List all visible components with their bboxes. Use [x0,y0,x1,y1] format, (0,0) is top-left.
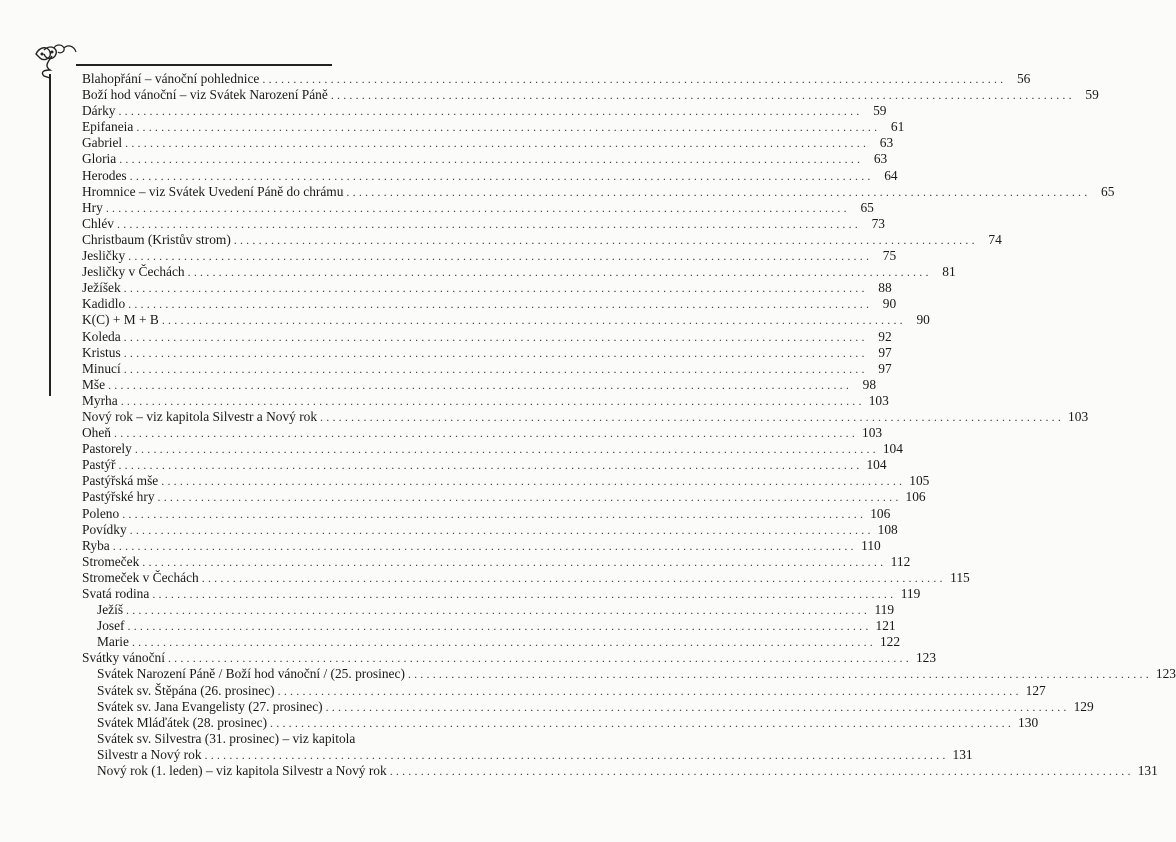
entry-page-number: 115 [950,569,970,585]
dot-leader: ........................................................................................................................ [330,88,1075,103]
entry-page-number: 127 [1025,682,1046,698]
entry-label: Gabriel [82,135,123,151]
entry-page-number: 131 [1137,763,1158,779]
index-entry [82,360,892,377]
dot-leader: ........................................................................................................................ [114,426,859,441]
entry-page-number: 104 [882,441,903,457]
entry-label: Pastýř [82,457,116,473]
index-entry [82,119,905,135]
entry-page-number: 63 [873,151,888,167]
entry-page-number: 105 [909,473,930,489]
index-entry [82,215,885,232]
entry-label: Ježíš [97,602,124,618]
index-entry [82,618,896,634]
entry-page-number: 121 [875,618,896,634]
index-entry [82,264,956,280]
index-entry [82,521,898,538]
index-entry [82,473,930,489]
entry-label: Hromnice – viz Svátek Uvedení Páně do chrámu [82,183,344,199]
entry-label: Oheň [82,425,112,441]
entry-page-number: 103 [862,425,883,441]
dot-leader: ........................................................................................................................ [233,232,978,247]
entry-page-number: 123 [1155,666,1176,682]
entry-page-number: 119 [874,602,895,618]
entry-label: Josef [97,618,125,634]
entry-label: Kadidlo [82,296,126,312]
dot-leader: ........................................................................................................................ [136,120,881,135]
index-entry [82,553,911,570]
entry-label: Ryba [82,537,110,553]
dot-leader: ........................................................................................................................ [201,570,946,585]
index-entry [82,457,887,473]
entry-label: Stromeček [82,553,140,569]
entry-label: Poleno [82,505,120,521]
entry-page-number: 63 [879,135,894,151]
entry-page-number: 97 [878,344,892,360]
entry-page-number: 119 [900,586,921,601]
entry-page-number: 75 [882,248,897,264]
entry-page-number: 103 [868,392,889,408]
index-entry [82,151,888,167]
dot-leader: ........................................................................................................................ [134,442,879,457]
entry-label: Herodes [82,167,127,183]
dot-leader: ........................................................................................................................ [129,522,874,537]
entry-label: Kristus [82,344,121,360]
entry-page-number: 98 [862,376,877,392]
dot-leader: ........................................................................................................................ [122,506,867,521]
entry-page-number: 112 [890,553,911,569]
entry-label: Stromeček v Čechách [82,569,199,585]
entry-label: Myrha [82,392,118,408]
index-entry [82,296,897,312]
index-entry [82,280,892,296]
entry-page-number: 122 [879,634,901,650]
entry-page-number: 110 [861,537,881,553]
entry-label: Svátky vánoční [82,650,165,666]
index-entry [82,167,898,184]
entry-page-number: 74 [988,231,1002,247]
index-entry [82,505,891,522]
dot-leader: ........................................................................................................................ [117,216,861,231]
index-entry [82,441,903,457]
dot-leader: ........................................................................................................................ [123,281,868,296]
index-entry [82,344,892,361]
entry-page-number: 65 [860,199,874,215]
entry-label: Gloria [82,151,117,167]
entry-label: Mše [82,376,106,392]
index-entry [82,199,874,216]
entry-page-number: 131 [952,746,973,762]
index-entry [82,537,881,554]
index-entry [82,408,1089,425]
index-entry [82,87,1099,103]
entry-label: Svátek Mláďátek (28. prosinec) [97,714,268,730]
entry-label: K(C) + M + B [82,312,159,328]
entry-page-number: 92 [878,328,892,344]
entry-label: Christbaum (Kristův strom) [82,231,231,247]
index-entry [82,586,921,602]
index-entry [82,682,1046,699]
entry-label: Epifaneia [82,119,134,135]
index-entry [82,489,926,505]
bells-ornament-icon [30,42,80,87]
dot-leader: ........................................................................................................................ [125,136,870,151]
dot-leader: ........................................................................................................................ [142,554,887,569]
index-entry [82,714,1039,731]
index-entry [82,231,1002,248]
dot-leader: ........................................................................................................................ [187,265,932,280]
dot-leader: ........................................................................................................................ [167,651,912,666]
index-entry [82,569,970,586]
dot-leader: ........................................................................................................................ [131,635,876,650]
index-entry [82,746,973,763]
entry-page-number: 90 [916,312,930,328]
entry-page-number: 59 [873,103,887,119]
index-entry [82,392,889,409]
dot-leader: ........................................................................................................................ [112,538,857,553]
entry-page-number: 97 [878,360,892,376]
entry-label: Boží hod vánoční – viz Svátek Narození Páně [82,87,328,103]
index-entry [82,731,522,747]
index-entry [82,602,895,618]
top-rule [76,64,332,66]
dot-leader: ........................................................................................................................ [108,377,853,392]
index-entry [82,650,937,666]
index-entry [82,103,887,119]
entry-page-number: 64 [884,167,898,183]
dot-leader: ........................................................................................................................ [389,764,1134,779]
index-entry [82,248,897,264]
entry-label: Silvestr a Nový rok [97,746,202,762]
entry-page-number: 108 [877,521,898,537]
dot-leader: ........................................................................................................................ [123,329,868,344]
entry-page-number: 123 [915,650,937,666]
entry-label: Pastýřská mše [82,473,159,489]
entry-label: Nový rok – viz kapitola Silvestr a Nový rok [82,408,318,424]
dot-leader: ........................................................................................................................ [118,458,863,473]
entry-label: Svatá rodina [82,586,150,601]
entry-page-number: 56 [1016,71,1031,86]
dot-leader: ........................................................................................................................ [118,104,863,119]
dot-leader: ........................................................................................................................ [346,184,1091,199]
entry-page-number: 103 [1068,408,1089,424]
entry-label: Chlév [82,215,114,231]
index-entry [82,312,930,328]
index-entry [82,763,1158,779]
index-list [82,71,1176,779]
entry-page-number: 90 [882,296,897,312]
dot-leader: ........................................................................................................................ [128,249,873,264]
entry-page-number: 104 [866,457,887,473]
entry-label: Nový rok (1. leden) – viz kapitola Silvestr a Nový rok [97,763,387,779]
entry-label: Marie [97,634,129,650]
entry-page-number: 61 [890,119,905,135]
dot-leader: ........................................................................................................................ [105,200,850,215]
entry-page-number: 65 [1101,183,1115,199]
dot-leader: ........................................................................................................................ [119,152,864,167]
dot-leader: ........................................................................................................................ [325,699,1070,714]
entry-label: Jesličky [82,248,126,264]
entry-label: Pastorely [82,441,132,457]
dot-leader: ........................................................................................................................ [262,72,1007,86]
side-rule [49,74,51,396]
entry-label: Svátek Narození Páně / Boží hod vánoční / (25. prosinec) [97,666,405,682]
entry-label: Dárky [82,103,116,119]
index-entry [82,328,892,345]
entry-label: Svátek sv. Jana Evangelisty (27. prosinec) [97,698,323,714]
index-entry [82,376,877,393]
dot-leader: ........................................................................................................................ [120,393,865,408]
dot-leader: ........................................................................................................................ [128,297,873,312]
dot-leader: ........................................................................................................................ [270,715,1015,730]
dot-leader: ........................................................................................................................ [152,587,897,601]
dot-leader: ........................................................................................................................ [161,313,906,328]
dot-leader: ........................................................................................................................ [127,619,872,634]
index-entry [82,135,894,151]
index-entry [82,425,883,441]
entry-label: Svátek sv. Silvestra (31. prosinec) – viz kapitola [97,730,356,746]
index-entry [82,698,1094,715]
dot-leader: ........................................................................................................................ [123,345,868,360]
entry-page-number: 106 [870,505,891,521]
entry-label: Hry [82,199,103,215]
entry-page-number: 59 [1085,87,1099,103]
entry-label: Minucí [82,360,121,376]
entry-page-number: 73 [871,215,885,231]
dot-leader: ........................................................................................................................ [123,361,868,376]
dot-leader: ........................................................................................................................ [161,474,906,489]
index-entry [82,666,1176,682]
index-entry [82,183,1115,200]
entry-label: Pastýřské hry [82,489,155,505]
entry-page-number: 88 [878,280,892,296]
dot-leader: ........................................................................................................................ [126,603,871,618]
index-entry [82,634,901,650]
entry-page-number: 130 [1018,714,1039,730]
dot-leader: ........................................................................................................................ [129,168,874,183]
dot-leader: ........................................................................................................................ [157,490,902,505]
dot-leader: ........................................................................................................................ [204,747,949,762]
entry-label: Ježíšek [82,280,121,296]
dot-leader: ........................................................................................................................ [407,667,1152,682]
entry-label: Blahopřání – vánoční pohlednice [82,71,260,86]
entry-page-number: 106 [905,489,926,505]
entry-label: Svátek sv. Štěpána (26. prosinec) [97,682,275,698]
dot-leader: ........................................................................................................................ [320,409,1065,424]
entry-page-number: 81 [942,264,956,280]
dot-leader: ........................................................................................................................ [277,683,1022,698]
entry-label: Povídky [82,521,127,537]
entry-label: Jesličky v Čechách [82,264,185,280]
entry-page-number: 129 [1073,698,1094,714]
index-entry [82,71,1031,87]
entry-label: Koleda [82,328,121,344]
